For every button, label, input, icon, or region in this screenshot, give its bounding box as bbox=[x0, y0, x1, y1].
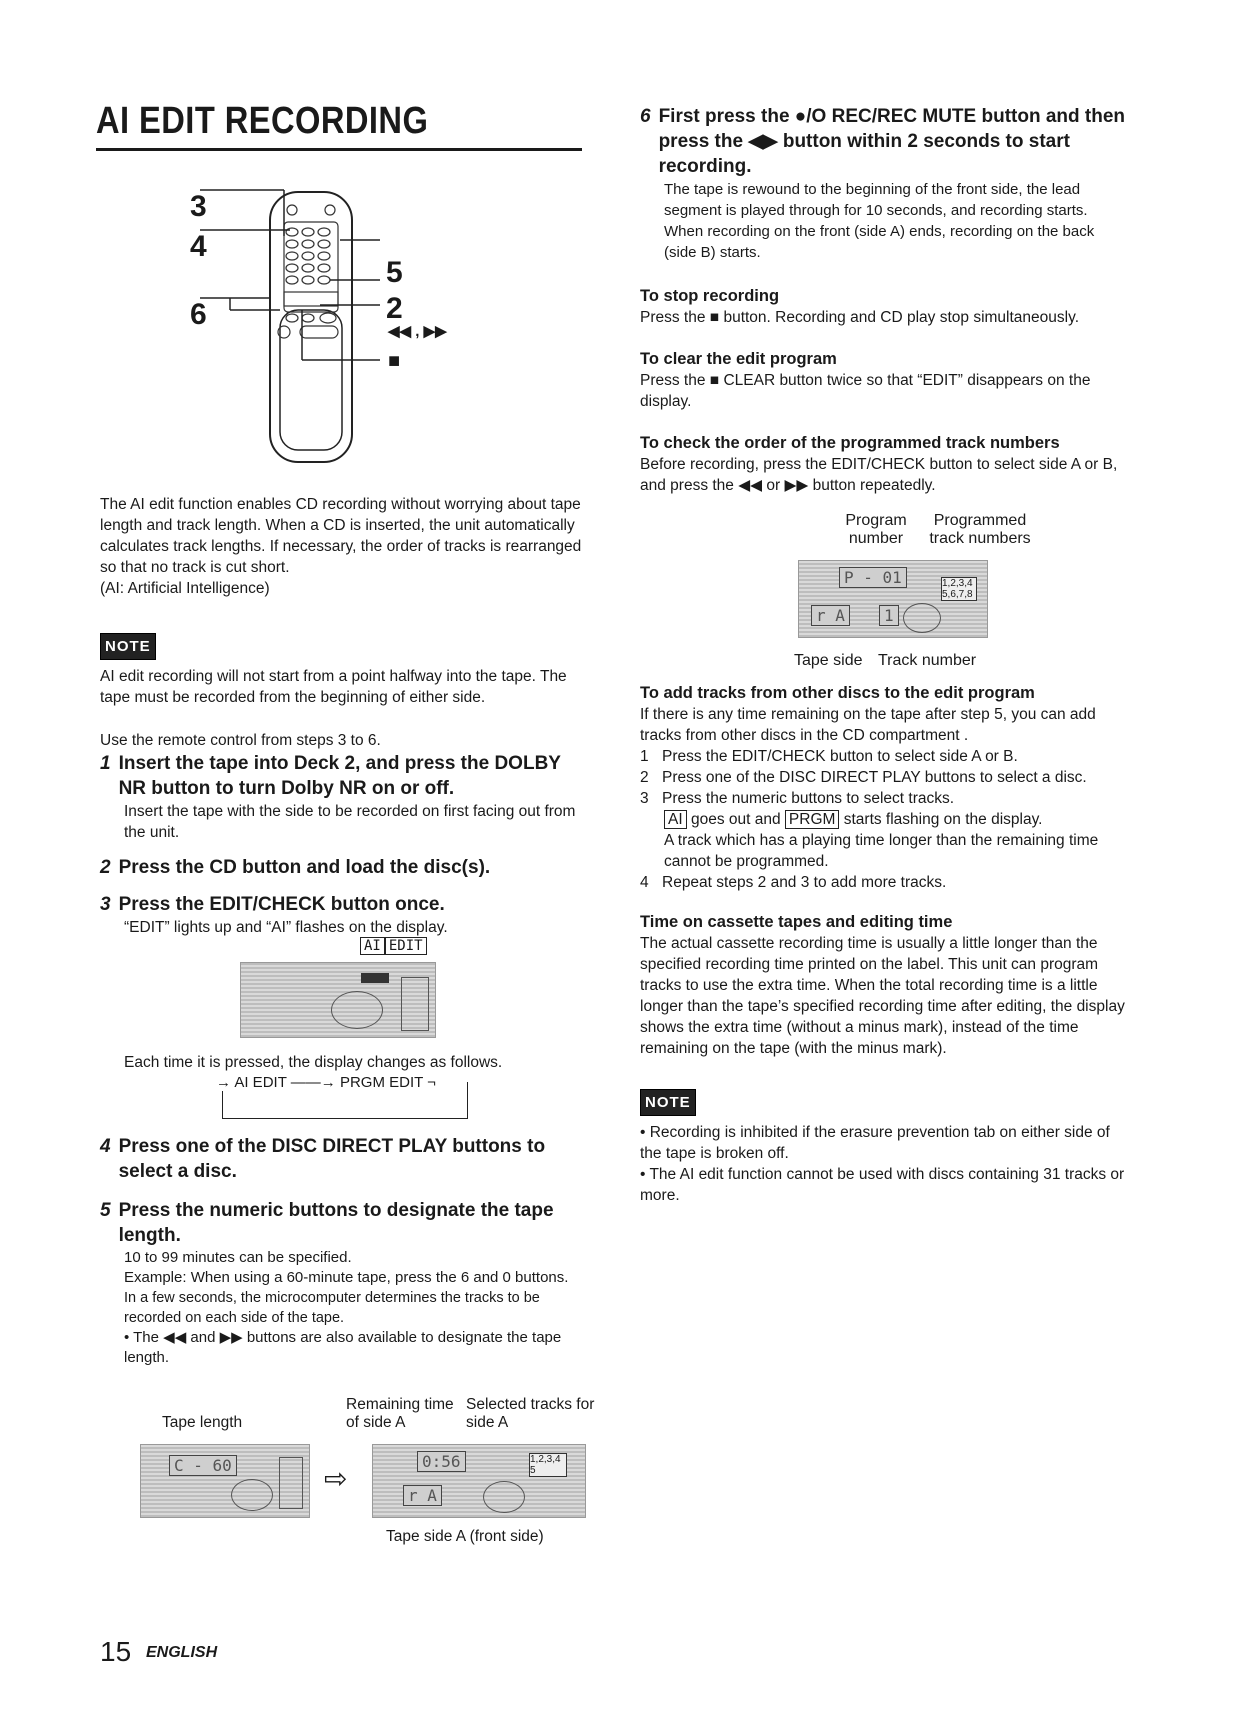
step-3-heading-text: Press the EDIT/CHECK button once. bbox=[118, 894, 445, 915]
lcd-programmed-tracks: 1,2,3,4 5,6,7,8 bbox=[941, 577, 977, 601]
intro-text: The AI edit function enables CD recording without worrying about tape length and track length. When a CD is inserted, the unit automatically calculates track lengths. If necessary, the order of tracks is rearranged so that no track is cut short. bbox=[100, 496, 582, 576]
add-item-1-number: 1 bbox=[640, 748, 649, 765]
disc-icon bbox=[483, 1481, 525, 1513]
step-6-body: The tape is rewound to the beginning of the front side, the lead segment is played through for 10 seconds, and recording starts. When recording on the front (side A) ends, recording on the back (side B) starts. bbox=[664, 181, 1095, 261]
step-4-number: 4 bbox=[100, 1136, 111, 1157]
callout-skip-buttons: ◀◀ , ▶▶ bbox=[388, 323, 447, 340]
step-5-body-4: • The ◀◀ and ▶▶ buttons are also available to designate the tape length. bbox=[124, 1329, 562, 1366]
label-track-number: Track number bbox=[878, 652, 977, 669]
note-text: AI edit recording will not start from a point halfway into the tape. The tape must be recorded from the beginning of either side. bbox=[100, 668, 567, 706]
add-heading: To add tracks from other discs to the edit program bbox=[640, 684, 1035, 702]
callout-3: 3 bbox=[190, 190, 207, 223]
lcd-check-tape-side: r A bbox=[811, 605, 850, 626]
disc-icon bbox=[331, 991, 383, 1029]
lcd-program-number: P - 01 bbox=[839, 567, 907, 588]
ai-edit-lcd-icon bbox=[361, 973, 389, 983]
remote-control-illustration bbox=[180, 180, 500, 470]
add-item-1 bbox=[640, 746, 1126, 767]
add-item-4 bbox=[640, 872, 1126, 893]
clear-body: Press the ■ CLEAR button twice so that “EDIT” disappears on the display. bbox=[640, 372, 1091, 410]
add-item-2 bbox=[640, 767, 1126, 788]
label-tape-side-a: Tape side A (front side) bbox=[386, 1528, 544, 1545]
add-item-1-text: Press the EDIT/CHECK button to select side A or B. bbox=[662, 748, 1018, 765]
step-1-number: 1 bbox=[100, 753, 111, 774]
cycle-ai-edit: AI EDIT bbox=[234, 1074, 287, 1091]
step-5-body-2: Example: When using a 60-minute tape, press the 6 and 0 buttons. bbox=[124, 1269, 569, 1286]
step-3-body: “EDIT” lights up and “AI” flashes on the display. bbox=[124, 919, 448, 936]
disc-icon bbox=[231, 1479, 273, 1511]
lcd-selected-tracks: 1,2,3,4 5 bbox=[529, 1453, 567, 1477]
note-badge-2: NOTE bbox=[640, 1089, 696, 1116]
label-tape-length: Tape length bbox=[162, 1414, 243, 1431]
cycle-prgm-edit: PRGM EDIT bbox=[339, 1074, 424, 1091]
lcd-remaining-display bbox=[372, 1444, 586, 1518]
lcd-remaining-time: 0:56 bbox=[417, 1451, 466, 1472]
steps-4-5 bbox=[100, 1134, 588, 1368]
step-6-heading-text: First press the ●/O REC/REC MUTE button and then press the ◀▶ button within 2 seconds to start recording. bbox=[658, 106, 1126, 177]
arrow-right-icon: ⇨ bbox=[324, 1463, 348, 1494]
ai-goes-out: goes out and bbox=[690, 811, 781, 828]
add-item-3-detail bbox=[640, 809, 1126, 830]
prgm-box: PRGM bbox=[785, 810, 840, 829]
callout-stop-button: ■ bbox=[388, 350, 401, 372]
lcd-check-track: 1 bbox=[879, 605, 899, 626]
step-1-heading-text: Insert the tape into Deck 2, and press the DOLBY NR button to turn Dolby NR on or off. bbox=[118, 753, 561, 799]
add-item-3 bbox=[640, 788, 1126, 809]
label-program-number: Program number bbox=[845, 512, 907, 547]
step-5-body-1: 10 to 99 minutes can be specified. bbox=[124, 1249, 352, 1266]
step-3-heading bbox=[100, 892, 582, 917]
stop-heading: To stop recording bbox=[640, 287, 780, 305]
prgm-flashing: starts flashing on the display. bbox=[843, 811, 1043, 828]
track-grid-icon bbox=[401, 977, 429, 1031]
disc-icon bbox=[903, 603, 941, 633]
callout-6: 6 bbox=[190, 298, 207, 331]
add-item-2-number: 2 bbox=[640, 769, 649, 786]
page-number: 15 bbox=[100, 1636, 132, 1667]
callout-5: 5 bbox=[386, 256, 403, 289]
time-heading: Time on cassette tapes and editing time bbox=[640, 913, 953, 931]
callout-4: 4 bbox=[190, 230, 207, 263]
page-language: ENGLISH bbox=[146, 1644, 218, 1661]
left-column bbox=[100, 494, 582, 938]
step3-display-labels bbox=[360, 938, 427, 954]
intro-ai-text: (AI: Artificial Intelligence) bbox=[100, 580, 270, 597]
ai-box: AI bbox=[664, 810, 687, 829]
step-2-heading-text: Press the CD button and load the disc(s). bbox=[118, 857, 491, 878]
check-heading: To check the order of the programmed track numbers bbox=[640, 434, 1060, 452]
step-4-heading-text: Press one of the DISC DIRECT PLAY buttons to select a disc. bbox=[118, 1136, 546, 1182]
step-5-heading bbox=[100, 1198, 588, 1248]
lcd-tape-side: r A bbox=[403, 1485, 442, 1506]
note-badge: NOTE bbox=[100, 633, 156, 660]
step-5-body-3: In a few seconds, the microcomputer determines the tracks to be recorded on each side of the tape. bbox=[124, 1290, 540, 1326]
lcd-tape-length-display bbox=[140, 1444, 310, 1518]
step-5-heading-text: Press the numeric buttons to designate the tape length. bbox=[118, 1200, 554, 1246]
edit-indicator: EDIT bbox=[385, 937, 427, 955]
step-6-number: 6 bbox=[640, 106, 651, 127]
check-body: Before recording, press the EDIT/CHECK button to select side A or B, and press the ◀◀ or ▶▶ button repeatedly. bbox=[640, 456, 1118, 494]
step-1-heading bbox=[100, 751, 582, 801]
use-remote-text: Use the remote control from steps 3 to 6. bbox=[100, 732, 381, 749]
track-grid-icon bbox=[279, 1457, 303, 1509]
add-item-4-number: 4 bbox=[640, 874, 649, 891]
step-3-number: 3 bbox=[100, 894, 111, 915]
step3-lcd-display bbox=[240, 962, 436, 1038]
add-item-4-text: Repeat steps 2 and 3 to add more tracks. bbox=[662, 874, 947, 891]
lcd-check-display bbox=[798, 560, 988, 638]
step-6-heading bbox=[640, 104, 1126, 179]
add-item-3-text: Press the numeric buttons to select tracks. bbox=[662, 790, 955, 807]
add-item-2-text: Press one of the DISC DIRECT PLAY buttons to select a disc. bbox=[662, 769, 1087, 786]
lcd-tape-length-value: C - 60 bbox=[169, 1455, 237, 1476]
step-2-heading bbox=[100, 855, 582, 880]
callout-2: 2 bbox=[386, 292, 403, 325]
stop-body: Press the ■ button. Recording and CD play stop simultaneously. bbox=[640, 309, 1079, 326]
right-column bbox=[640, 104, 1126, 496]
add-item-3-cannot: A track which has a playing time longer than the remaining time cannot be programmed. bbox=[664, 832, 1099, 870]
step-1-body: Insert the tape with the side to be recorded on first facing out from the unit. bbox=[124, 803, 576, 841]
label-check-tape-side: Tape side bbox=[794, 652, 863, 669]
note2-item-2: • The AI edit function cannot be used with discs containing 31 tracks or more. bbox=[640, 1166, 1125, 1204]
step-5-number: 5 bbox=[100, 1200, 111, 1221]
label-remaining-time: Remaining time of side A bbox=[346, 1396, 454, 1431]
step-2-number: 2 bbox=[100, 857, 111, 878]
ai-indicator: AI bbox=[360, 937, 385, 955]
add-item-3-number: 3 bbox=[640, 790, 649, 807]
time-body: The actual cassette recording time is usually a little longer than the specified recording time printed on the label. This unit can program tracks to use the extra time. When the total recording time is a little longer than the tape’s specified recording time after editing, the display shows the extra time (without a minus mark), instead of the time remaining on the tape (with the minus mark). bbox=[640, 935, 1125, 1057]
step-4-heading bbox=[100, 1134, 588, 1184]
cycle-row: → AI EDIT ——→ PRGM EDIT ¬ bbox=[212, 1074, 440, 1091]
note2-item-1: • Recording is inhibited if the erasure prevention tab on either side of the tape is broken off. bbox=[640, 1124, 1110, 1162]
page-title: AI EDIT RECORDING bbox=[96, 100, 429, 142]
cycle-text: Each time it is pressed, the display changes as follows. bbox=[124, 1054, 503, 1071]
title-underline bbox=[96, 148, 582, 151]
add-body: If there is any time remaining on the tape after step 5, you can add tracks from other discs in the CD compartment . bbox=[640, 706, 1096, 744]
right-column-lower bbox=[640, 682, 1126, 1206]
label-programmed-tracks: Programmed track numbers bbox=[929, 512, 1031, 547]
label-selected-tracks: Selected tracks for side A bbox=[466, 1396, 595, 1431]
clear-heading: To clear the edit program bbox=[640, 350, 837, 368]
